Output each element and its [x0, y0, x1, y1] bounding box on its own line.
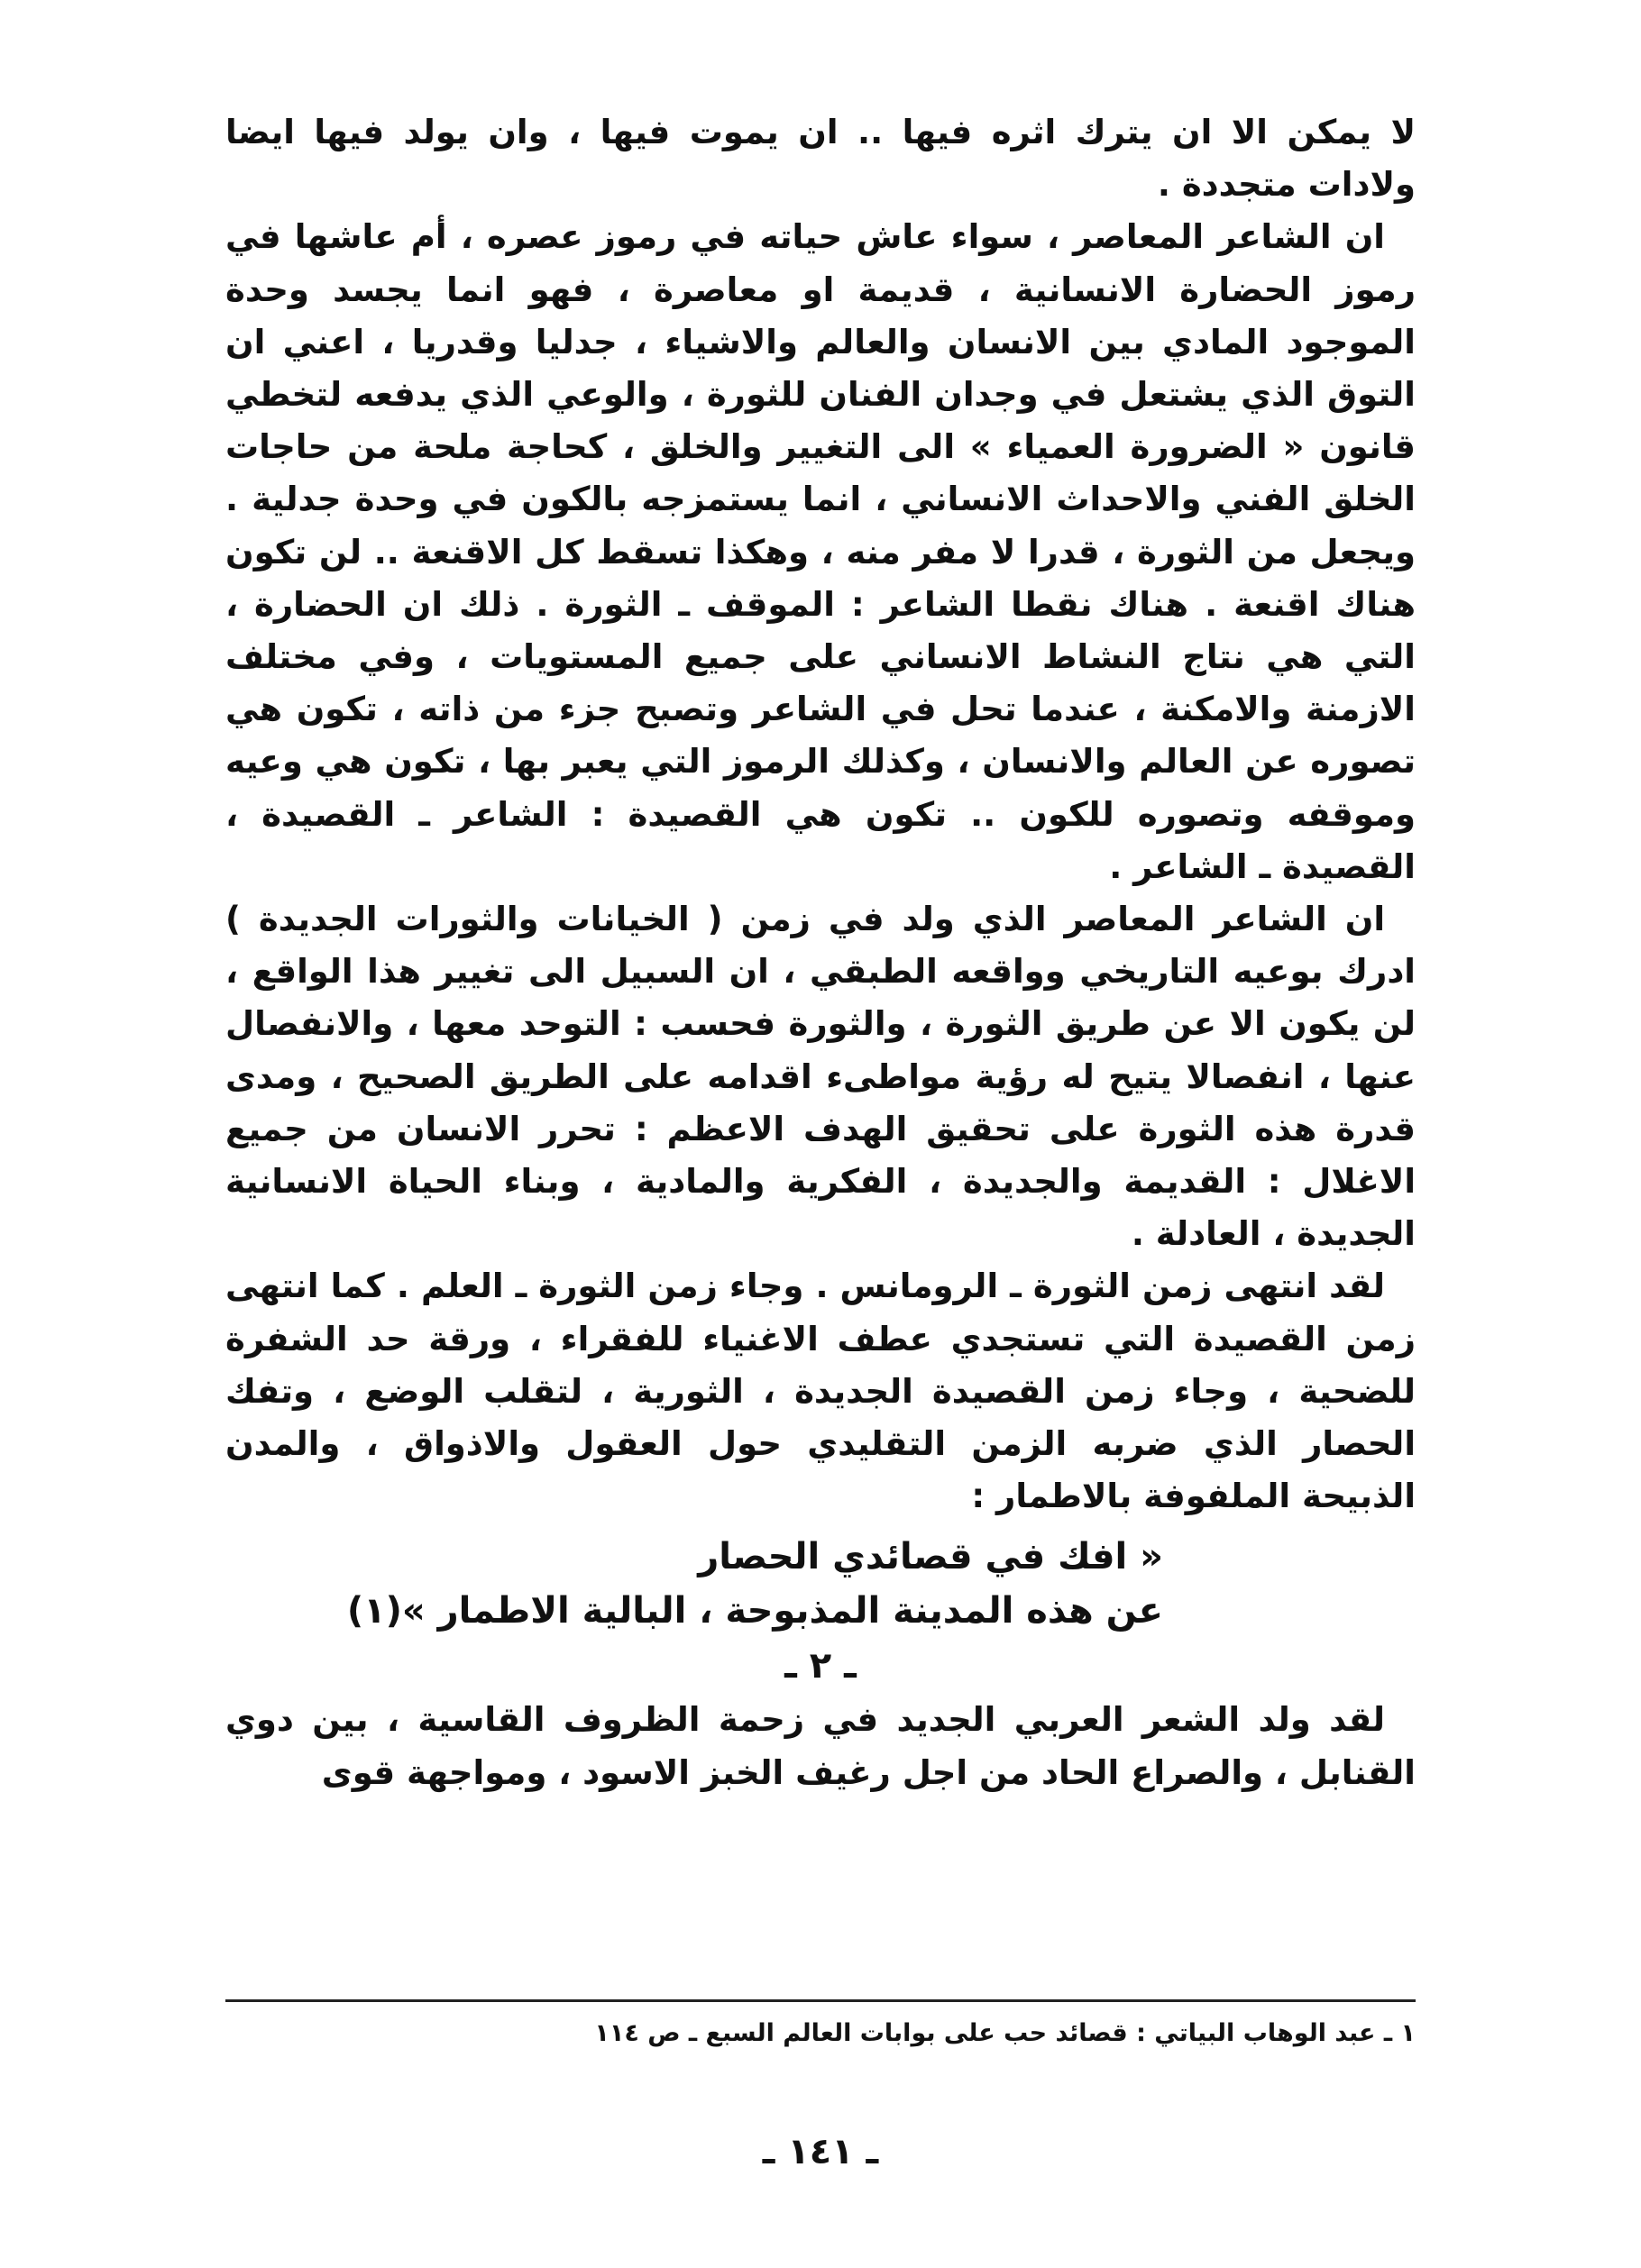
page-number: ـ ١٤١ ـ — [762, 2131, 879, 2172]
paragraph-end-of-romance: لقد انتهى زمن الثورة ـ الرومانس . وجاء زمن الثورة ـ العلم . كما انتهى زمن القصيدة التي تستجدي عطف الاغنياء للفقراء ، ورقة حد الشفرة للضحية ، وجاء زمن القصيدة الجديدة ، الثورية ، لتقلب الوضع ، وتفك الحصار الذي ضربه الزمن التقليدي حول العقول والاذواق ، والمدن الذبيحة الملفوفة بالاطمار : — [225, 1267, 1416, 1516]
paragraph-new-arabic-poetry: لقد ولد الشعر العربي الجديد في زحمة الظروف القاسية ، بين دوي القنابل ، والصراع الحاد من اجل رغيف الخبز الاسود ، ومواجهة قوى — [225, 1700, 1416, 1792]
section-number: ـ ٢ ـ — [784, 1645, 857, 1687]
footnote-divider — [225, 1999, 1416, 2002]
paragraph-revolution-era: ان الشاعر المعاصر الذي ولد في زمن ( الخيانات والثورات الجديدة ) ادرك بوعيه التاريخي وواقعه الطبقي ، ان السبيل الى تغيير هذا الواقع ، لن يكون الا عن طريق الثورة ، والثورة فحسب : التوحد معها ، والانفصال عنها ، انفصالا يتيح له رؤية مواطىء اقدامه على الطريق الصحيح ، ومدى قدرة هذه الثورة على تحقيق الهدف الاعظم : تحرر الانسان من جميع الاغلال : القديمة والجديدة ، الفكرية والمادية ، وبناء الحياة الانسانية الجديدة ، العادلة . — [225, 900, 1416, 1254]
poem-line-1: « افك في قصائدي الحصار — [698, 1536, 1163, 1578]
body-text — [225, 106, 1416, 1799]
footnote: ١ ـ عبد الوهاب البياتي : قصائد حب على بوابات العالم السبع ـ ص ١١٤ — [594, 2019, 1416, 2047]
paragraph-contemporary-poet: ان الشاعر المعاصر ، سواء عاش حياته في رموز عصره ، أم عاشها في رموز الحضارة الانسانية ، قديمة او معاصرة ، فهو انما يجسد وحدة الموجود المادي بين الانسان والعالم والاشياء ، جدليا وقدريا ، اعني ان التوق الذي يشتعل في وجدان الفنان للثورة ، والوعي الذي يدفعه لتخطي قانون « الضرورة العمياء » الى التغيير والخلق ، كحاجة ملحة من حاجات الخلق الفني والاحداث الانساني ، انما يستمزجه بالكون في وحدة جدلية . ويجعل من الثورة ، قدرا لا مفر منه ، وهكذا تسقط كل الاقنعة .. لن تكون هناك اقنعة . هناك نقطا الشاعر : الموقف ـ الثورة . ذلك ان الحضارة ، التي هي نتاج النشاط الانساني على جميع المستويات ، وفي مختلف الازمنة والامكنة ، عندما تحل في الشاعر وتصبح جزء من ذاته ، تكون هي تصوره عن العالم والانسان ، وكذلك الرموز التي يعبر بها ، تكون هي وعيه وموقفه وتصوره للكون .. تكون هي القصيدة : الشاعر ـ القصيدة ، القصيدة ـ الشاعر . — [225, 217, 1416, 886]
paragraph-continuation: لا يمكن الا ان يترك اثره فيها .. ان يموت فيها ، وان يولد فيها ايضا ولادات متجددة . — [225, 113, 1416, 205]
poem-line-2: عن هذه المدينة المذبوحة ، البالية الاطمار »(١) — [346, 1590, 1163, 1632]
poem-quote — [225, 1530, 1416, 1638]
